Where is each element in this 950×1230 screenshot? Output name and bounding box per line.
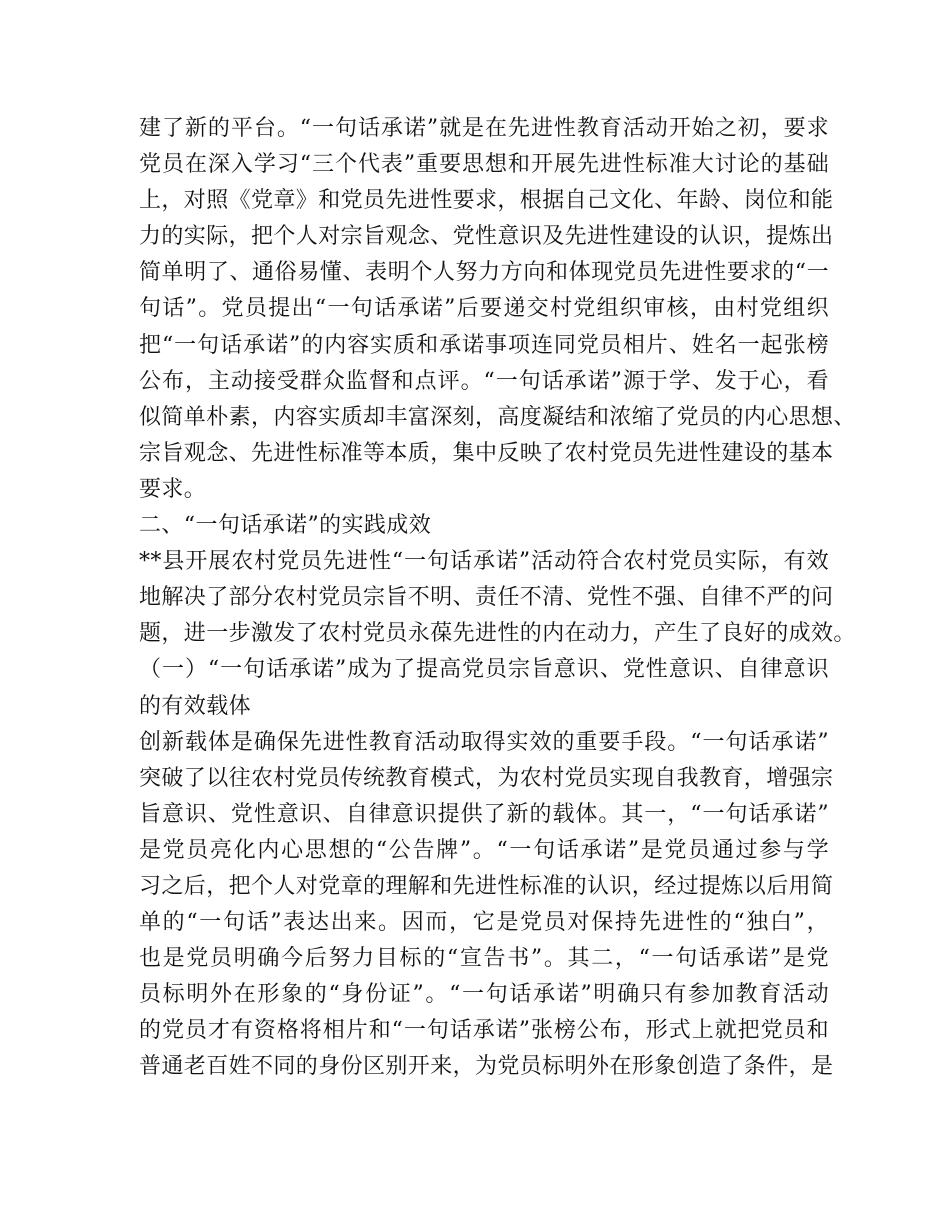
text-line: 旨意识、党性意识、自律意识提供了新的载体。其一，“一句话承诺” [139,801,829,827]
text-line: 简单明了、通俗易懂、表明个人努力方向和体现党员先进性要求的“一 [139,260,829,286]
text-line: 的党员才有资格将相片和“一句话承诺”张榜公布，形式上就把党员和 [139,1018,829,1044]
text-line: 要求。 [139,476,207,502]
text-line: 创新载体是确保先进性教育活动取得实效的重要手段。“一句话承诺” [139,729,829,755]
text-line: 党员在深入学习“三个代表”重要思想和开展先进性标准大讨论的基础 [139,152,829,178]
text-line: 似简单朴素，内容实质却丰富深刻，高度凝结和浓缩了党员的内心思想、 [139,404,856,430]
text-line: 习之后，把个人对党章的理解和先进性标准的认识，经过提炼以后用简 [139,873,834,899]
text-line: 普通老百姓不同的身份区别开来，为党员标明外在形象创造了条件，是 [139,1054,834,1080]
text-line: 也是党员明确今后努力目标的“宣告书”。其二，“一句话承诺”是党 [139,946,829,972]
text-line: 句话”。党员提出“一句话承诺”后要递交村党组织审核，由村党组织 [139,296,829,322]
text-line: 力的实际，把个人对宗旨观念、党性意识及先进性建设的认识，提炼出 [139,224,834,250]
text-line: 把“一句话承诺”的内容实质和承诺事项连同党员相片、姓名一起张榜 [139,332,829,358]
text-line: 员标明外在形象的“身份证”。“一句话承诺”明确只有参加教育活动 [139,982,829,1008]
text-line: 公布，主动接受群众监督和点评。“一句话承诺”源于学、发于心，看 [139,368,829,394]
subsection-heading: 的有效载体 [139,693,252,719]
document-body [139,111,856,1086]
text-line: 是党员亮化内心思想的“公告牌”。“一句话承诺”是党员通过参与学 [139,837,829,863]
text-line: **县开展农村党员先进性“一句话承诺”活动符合农村党员实际，有效 [139,549,829,575]
text-line: 突破了以往农村党员传统教育模式，为农村党员实现自我教育，增强宗 [139,765,834,791]
subsection-heading: （一）“一句话承诺”成为了提高党员宗旨意识、党性意识、自律意识 [139,657,829,683]
text-line: 题，进一步激发了农村党员永葆先进性的内在动力，产生了良好的成效。 [139,621,856,647]
text-line: 建了新的平台。“一句话承诺”就是在先进性教育活动开始之初，要求 [139,116,829,141]
text-line: 上，对照《党章》和党员先进性要求，根据自己文化、年龄、岗位和能 [139,188,834,214]
text-line: 单的“一句话”表达出来。因而，它是党员对保持先进性的“独白”， [139,910,829,936]
text-line: 宗旨观念、先进性标准等本质，集中反映了农村党员先进性建设的基本 [139,440,834,466]
section-heading: 二、“一句话承诺”的实践成效 [139,513,432,539]
text-line: 地解决了部分农村党员宗旨不明、责任不清、党性不强、自律不严的问 [139,585,834,611]
